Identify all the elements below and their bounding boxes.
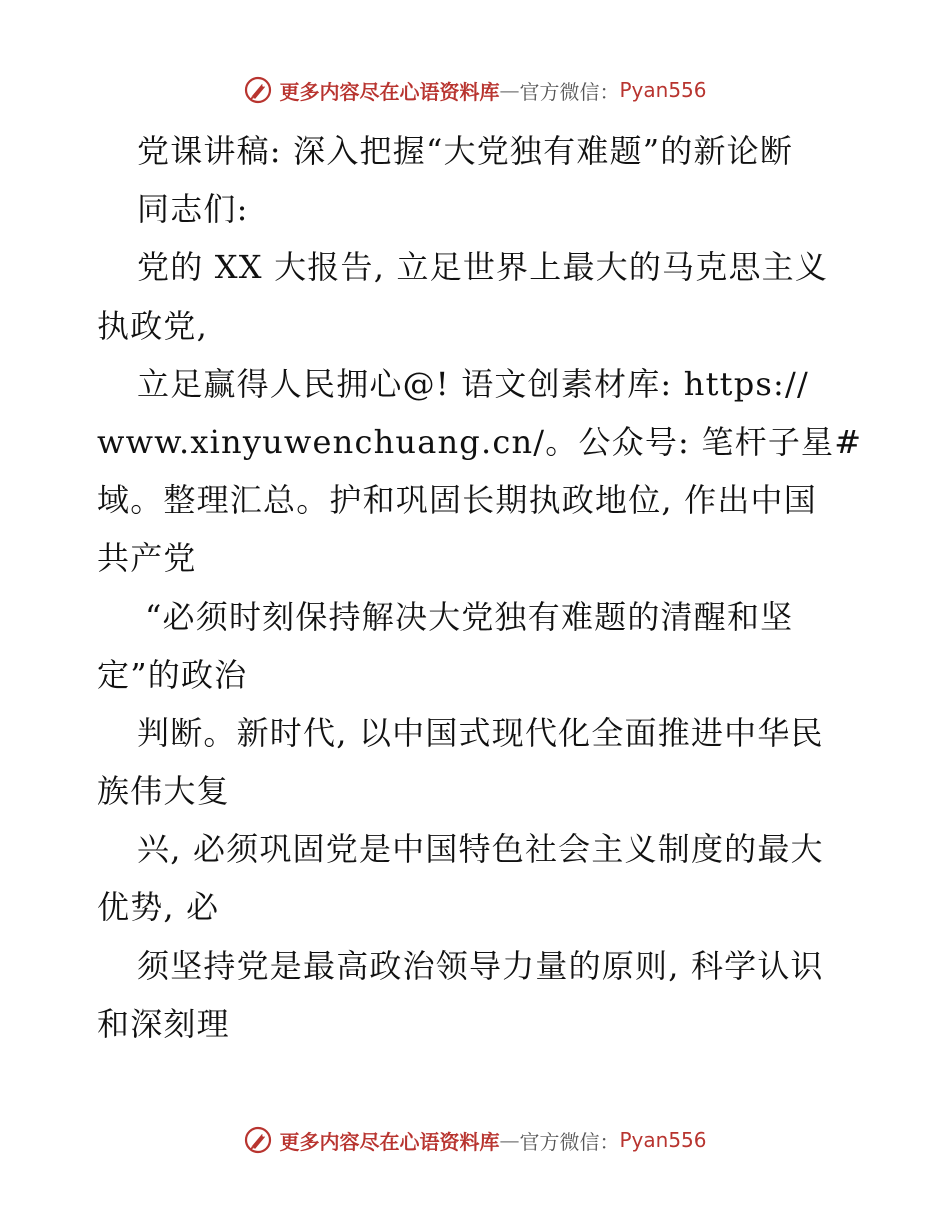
wechat-id: Pyan556 [619,78,707,102]
paragraph-line: 和深刻理 [97,1004,230,1043]
header-watermark-banner [0,70,950,110]
brand-name: 更多内容尽在心语资料库 [279,79,500,104]
pen-nib-logo-icon [243,75,273,105]
wechat-label: 官方微信： [519,79,620,104]
brand-name: 更多内容尽在心语资料库 [279,1129,500,1154]
paragraph-line: 优势, 必 [97,888,220,927]
paragraph-line: 族伟大复 [97,772,230,811]
footer-watermark-banner [0,1120,950,1160]
paragraph-line: 执政党, [97,306,208,345]
document-title: 党课讲稿: 深入把握“大党独有难题”的新论断 [137,132,794,170]
salutation: 同志们: [137,190,249,229]
paragraph-line: 立足赢得人民拥心@! 语文创素材库: https:// [137,364,809,403]
wechat-label: 官方微信： [519,1129,620,1154]
paragraph-line: 兴, 必须巩固党是中国特色社会主义制度的最大 [137,830,824,869]
paragraph-line: 党的 XX 大报告, 立足世界上最大的马克思主义 [137,248,829,287]
document-body [97,122,863,1053]
paragraph-line: www.xinyuwenchuang.cn/。公众号: 笔杆子星# [97,422,863,461]
wechat-id: Pyan556 [619,1128,707,1152]
banner-separator: — [499,1128,520,1152]
paragraph-line: 定”的政治 [97,655,248,694]
pen-nib-logo-icon [243,1125,273,1155]
paragraph-line: 共产党 [97,539,197,578]
banner-separator: — [499,78,520,102]
paragraph-line: “必须时刻保持解决大党独有难题的清醒和坚 [145,597,794,636]
paragraph-line: 判断。新时代, 以中国式现代化全面推进中华民 [137,713,824,752]
paragraph-line: 须坚持党是最高政治领导力量的原则, 科学认识 [137,946,824,985]
paragraph-line: 域。整理汇总。护和巩固长期执政地位, 作出中国 [97,481,817,520]
